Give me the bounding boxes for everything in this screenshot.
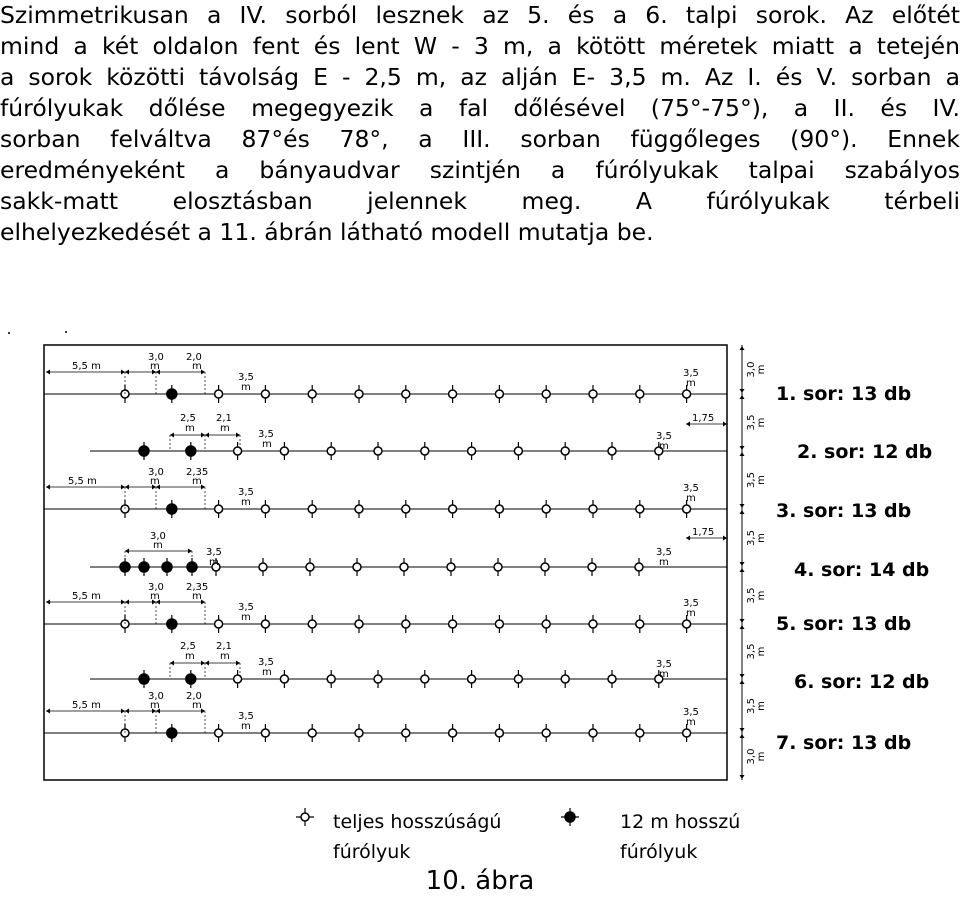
dimension-label: m	[150, 700, 160, 711]
legend-label: fúrólyuk	[333, 841, 411, 863]
dimension-label: m	[192, 591, 202, 602]
dimension-label: 3,5	[206, 547, 222, 558]
full-borehole-marker	[234, 670, 242, 688]
full-borehole-marker	[355, 385, 363, 403]
row-label: 3. sor: 13 db	[776, 500, 912, 522]
full-borehole-marker	[306, 558, 314, 576]
dimension-label: 3,0	[148, 582, 164, 593]
legend-label: teljes hosszúságú	[333, 811, 502, 833]
arrow-head	[121, 370, 125, 375]
row-labels	[776, 383, 932, 754]
dimension-label: m	[192, 700, 202, 711]
arrow-head	[740, 346, 745, 350]
paragraph-line: sorban felváltva 87°és 78°, a III. sorban függőleges (90°). Ennek	[0, 125, 960, 153]
dimension-label: m	[192, 361, 202, 372]
arrow-head	[188, 549, 192, 554]
legend-label: 12 m hosszú	[620, 811, 741, 833]
full-borehole-marker	[374, 670, 382, 688]
arrow-head	[125, 709, 129, 714]
arrow-head	[740, 510, 745, 514]
full-borehole-marker	[355, 615, 363, 633]
full-borehole-marker	[542, 385, 550, 403]
full-borehole-marker	[327, 442, 335, 460]
full-borehole-marker	[215, 724, 223, 742]
dimension-label: 2,1	[216, 413, 232, 424]
scale-label: 3,0m	[746, 361, 767, 378]
dimension-label: 3,0	[150, 531, 166, 542]
full-borehole-marker	[589, 385, 597, 403]
arrow-head	[125, 549, 129, 554]
arrow-head	[201, 661, 205, 666]
scale-label: 3,5m	[746, 698, 767, 714]
full-borehole-marker	[215, 615, 223, 633]
arrow-head	[205, 661, 209, 666]
stray-dot	[8, 332, 10, 334]
dimension-label: m	[686, 378, 696, 389]
paragraph-line: eredményeként a bányaudvar szintjén a fúrólyukak talpai szabályos	[0, 156, 960, 184]
dimension-label: 3,5	[238, 602, 254, 613]
dimension-label: m	[241, 382, 251, 393]
dimension-label: 1,75	[692, 527, 715, 538]
short-borehole-marker	[139, 670, 149, 688]
dimension-label: m	[659, 557, 669, 568]
dimension-label: 2,35	[186, 467, 209, 478]
arrow-head	[740, 775, 745, 779]
short-borehole-marker	[167, 615, 177, 633]
arrow-head	[170, 433, 174, 438]
arrow-head	[740, 568, 745, 572]
dimension-label: m	[185, 423, 195, 434]
arrow-head	[201, 433, 205, 438]
paragraph-line: elhelyezkedését a 11. ábrán látható modell mutatja be.	[0, 218, 654, 246]
short-borehole-marker	[139, 558, 149, 576]
full-borehole-marker	[608, 442, 616, 460]
arrow-head	[121, 600, 125, 605]
full-borehole-marker	[495, 385, 503, 403]
arrow-head	[46, 600, 50, 605]
borehole-rows	[44, 385, 727, 742]
full-borehole-marker	[495, 615, 503, 633]
short-borehole-marker	[139, 442, 149, 460]
dimension-label: 2,5	[180, 641, 196, 652]
dimension-label: 3,5	[258, 657, 274, 668]
full-borehole-marker	[449, 385, 457, 403]
legend	[296, 808, 740, 863]
full-borehole-marker	[308, 724, 316, 742]
arrow-head	[740, 452, 745, 456]
full-borehole-marker	[495, 724, 503, 742]
dimension-label: 3,5	[238, 487, 254, 498]
paragraph-line: sakk-matt elosztásban jelennek meg. A fúrólyukak térbeli	[0, 187, 960, 215]
dimension-label: 5,5 m	[72, 361, 101, 372]
dimension-label: m	[185, 651, 195, 662]
short-borehole-marker	[186, 442, 196, 460]
full-borehole-marker	[308, 500, 316, 518]
arrow-head	[121, 485, 125, 490]
full-borehole-marker	[261, 615, 269, 633]
dimension-label: m	[150, 361, 160, 372]
arrow-head	[125, 485, 129, 490]
scale-label: 3,5m	[746, 643, 767, 660]
dimension-label: 2,1	[216, 641, 232, 652]
full-borehole-marker	[636, 615, 644, 633]
arrow-head	[740, 625, 745, 629]
scale-label: 3,5m	[746, 472, 767, 488]
paragraph-line: a sorok közötti távolság E - 2,5 m, az alján E- 3,5 m. Az I. és V. sorban a	[0, 63, 960, 91]
full-borehole-marker	[402, 385, 410, 403]
full-borehole-marker	[589, 615, 597, 633]
dimension-label: m	[153, 540, 163, 551]
arrow-head	[46, 370, 50, 375]
arrow-head	[740, 562, 745, 566]
short-borehole-marker	[167, 500, 177, 518]
dimension-label: 2,5	[180, 413, 196, 424]
arrow-head	[740, 446, 745, 450]
full-borehole-marker	[561, 670, 569, 688]
full-borehole-marker	[421, 670, 429, 688]
full-borehole-marker	[589, 724, 597, 742]
dimension-label: 3,0	[148, 691, 164, 702]
full-borehole-marker	[261, 500, 269, 518]
full-borehole-marker	[447, 558, 455, 576]
arrow-head	[686, 536, 690, 541]
arrow-head	[740, 389, 745, 393]
full-borehole-marker	[468, 442, 476, 460]
short-borehole-marker	[186, 670, 196, 688]
full-borehole-marker	[261, 724, 269, 742]
row-label: 2. sor: 12 db	[797, 441, 933, 463]
full-borehole-marker	[635, 558, 643, 576]
legend-label: fúrólyuk	[620, 841, 698, 863]
full-borehole-marker	[495, 500, 503, 518]
full-borehole-marker	[353, 558, 361, 576]
dimension-label: m	[150, 476, 160, 487]
full-borehole-marker	[402, 615, 410, 633]
full-borehole-legend-marker	[296, 808, 314, 826]
arrow-head	[740, 680, 745, 684]
dimension-label: 3,5	[656, 431, 672, 442]
stray-dot	[65, 331, 67, 333]
dimension-label: 3,5	[683, 483, 699, 494]
short-borehole-marker	[167, 724, 177, 742]
row-label: 4. sor: 14 db	[794, 559, 930, 581]
full-borehole-marker	[400, 558, 408, 576]
arrow-head	[740, 504, 745, 508]
full-borehole-marker	[234, 442, 242, 460]
row-label: 6. sor: 12 db	[794, 671, 930, 693]
full-borehole-marker	[308, 615, 316, 633]
full-borehole-marker	[514, 442, 522, 460]
arrow-head	[236, 661, 240, 666]
arrow-head	[125, 370, 129, 375]
full-borehole-marker	[449, 724, 457, 742]
dimension-label: 3,5	[683, 707, 699, 718]
dimension-label: m	[241, 612, 251, 623]
row-label: 7. sor: 13 db	[776, 732, 912, 754]
paragraph-line: mind a két oldalon fent és lent W - 3 m, a kötött méretek miatt a tetején	[0, 32, 960, 60]
full-borehole-marker	[280, 670, 288, 688]
dimension-label: 1,75	[692, 413, 715, 424]
full-borehole-marker	[542, 500, 550, 518]
scale-label: 3,0m	[746, 748, 767, 765]
dimension-label: 2,0	[186, 352, 202, 363]
dimension-label: 2,35	[186, 582, 209, 593]
row-label: 5. sor: 13 db	[776, 613, 912, 635]
full-borehole-marker	[636, 385, 644, 403]
dimension-label: 3,5	[656, 547, 672, 558]
dimension-label: 5,5 m	[68, 476, 97, 487]
arrow-head	[740, 395, 745, 399]
dimension-label: m	[150, 591, 160, 602]
arrow-head	[125, 600, 129, 605]
arrow-head	[686, 422, 690, 427]
dimension-label: 2,0	[186, 691, 202, 702]
row-label: 1. sor: 13 db	[776, 383, 912, 405]
scale-label: 3,5m	[746, 587, 767, 604]
full-borehole-marker	[280, 442, 288, 460]
arrow-head	[740, 734, 745, 738]
arrow-head	[121, 709, 125, 714]
dimension-label: 3,0	[148, 467, 164, 478]
full-borehole-marker	[355, 724, 363, 742]
full-borehole-marker	[215, 385, 223, 403]
full-borehole-marker	[608, 670, 616, 688]
full-borehole-marker	[259, 558, 267, 576]
full-borehole-marker	[421, 442, 429, 460]
full-borehole-marker	[449, 615, 457, 633]
dimension-label: m	[241, 497, 251, 508]
scale-label: 3,5m	[746, 414, 767, 431]
arrow-head	[205, 433, 209, 438]
full-borehole-marker	[636, 500, 644, 518]
full-borehole-marker	[636, 724, 644, 742]
dimension-label: m	[686, 717, 696, 728]
arrow-head	[170, 661, 174, 666]
arrow-head	[46, 485, 50, 490]
short-borehole-marker	[162, 558, 172, 576]
dimension-label: m	[659, 669, 669, 680]
full-borehole-marker	[541, 558, 549, 576]
arrow-head	[740, 674, 745, 678]
right-dimension-scale	[740, 345, 768, 780]
dimension-label: 5,5 m	[72, 591, 101, 602]
arrow-head	[46, 709, 50, 714]
dimension-label: 3,5	[656, 659, 672, 670]
full-borehole-marker	[355, 500, 363, 518]
full-borehole-marker	[561, 442, 569, 460]
full-borehole-marker	[494, 558, 502, 576]
paragraph-line: fúrólyukak dőlése megegyezik a fal dőlésével (75°-75°), a II. és IV.	[0, 94, 960, 122]
dimension-label: 3,0	[148, 352, 164, 363]
full-borehole-marker	[215, 500, 223, 518]
full-borehole-marker	[449, 500, 457, 518]
dimension-label: 3,5	[683, 368, 699, 379]
dimension-label: 5,5 m	[72, 700, 101, 711]
dimension-label: m	[209, 557, 219, 568]
full-borehole-marker	[327, 670, 335, 688]
borehole-layout-diagram	[0, 320, 960, 865]
short-borehole-legend-marker	[561, 808, 579, 826]
dimension-label: m	[192, 476, 202, 487]
dimension-label: 3,5	[238, 372, 254, 383]
dimension-label: m	[262, 439, 272, 450]
short-borehole-marker	[167, 385, 177, 403]
dimension-label: m	[659, 441, 669, 452]
full-borehole-marker	[542, 724, 550, 742]
scale-label: 3,5m	[746, 530, 767, 546]
dimension-label: 3,5	[258, 429, 274, 440]
dimension-label: m	[241, 721, 251, 732]
arrow-head	[236, 433, 240, 438]
dimension-label: m	[262, 667, 272, 678]
full-borehole-marker	[261, 385, 269, 403]
full-borehole-marker	[514, 670, 522, 688]
dimension-label: m	[686, 493, 696, 504]
paragraph-line: Szimmetrikusan a IV. sorból lesznek az 5. és a 6. talpi sorok. Az előtét	[0, 1, 960, 29]
dimension-label: 3,5	[238, 711, 254, 722]
arrow-head	[740, 728, 745, 732]
figure-caption: 10. ábra	[425, 866, 535, 896]
full-borehole-marker	[402, 724, 410, 742]
full-borehole-marker	[542, 615, 550, 633]
full-borehole-marker	[589, 500, 597, 518]
paragraph	[0, 0, 960, 248]
full-borehole-marker	[588, 558, 596, 576]
dimension-label: m	[686, 608, 696, 619]
dimension-label: m	[220, 651, 230, 662]
full-borehole-marker	[308, 385, 316, 403]
full-borehole-marker	[468, 670, 476, 688]
dimension-label: 3,5	[683, 598, 699, 609]
dimension-label: m	[220, 423, 230, 434]
arrow-head	[740, 619, 745, 623]
full-borehole-marker	[374, 442, 382, 460]
full-borehole-marker	[402, 500, 410, 518]
